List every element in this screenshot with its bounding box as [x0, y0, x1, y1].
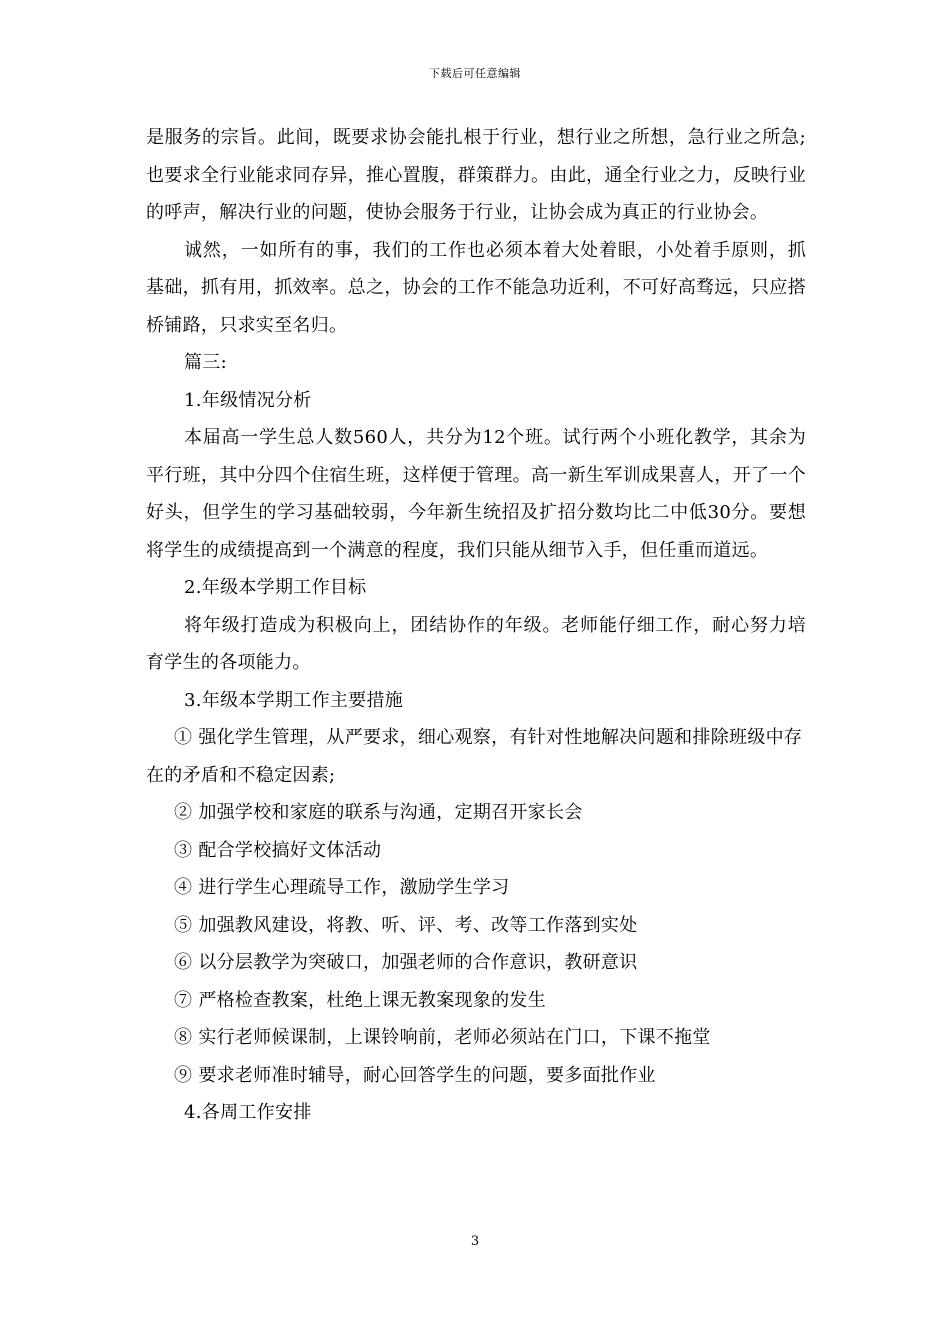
heading-grade-analysis: 1.年级情况分析: [184, 389, 312, 411]
heading-semester-goals: 2.年级本学期工作目标: [184, 577, 367, 598]
heading-main-measures: 3.年级本学期工作主要措施: [184, 689, 404, 711]
paragraph-work-principles: 诚然，一如所有的事，我们的工作也必须本着大处着眼，小处着手原则，抓基础，抓有用，抓效率。总之，协会的工作不能急功近利，不可好高骛远，只应搭桥铺路，只求实至名归。: [146, 239, 806, 336]
measure-item: ① 强化学生管理，从严要求，细心观察，有针对性地解决问题和排除班级中存在的矛盾和不稳定因素;: [146, 727, 803, 786]
page-header-note: 下载后可任意编辑: [429, 67, 521, 80]
measure-item: ③ 配合学校搞好文体活动: [174, 839, 382, 861]
measure-item: ⑧ 实行老师候课制，上课铃响前，老师必须站在门口，下课不拖堂: [174, 1027, 711, 1048]
page-number: 3: [470, 1234, 480, 1249]
paragraph-service-purpose: 是服务的宗旨。此间，既要求协会能扎根于行业，想行业之所想，急行业之所急;也要求全行业能求同存异，推心置腹，群策群力。由此，通全行业之力，反映行业的呼声，解决行业的问题，使协会服务于行业，让协会成为真正的行业协会。: [146, 127, 806, 223]
measure-item: ⑨ 要求老师准时辅导，耐心回答学生的问题，要多面批作业: [174, 1064, 656, 1086]
document-body: [146, 119, 806, 1132]
measure-item: ② 加强学校和家庭的联系与沟通，定期召开家长会: [174, 802, 583, 823]
paragraph-grade-analysis: 本届高一学生总人数560人，共分为12个班。试行两个小班化教学，其余为平行班，其中分四个住宿生班，这样便于管理。高一新生军训成果喜人，开了一个好头，但学生的学习基础较弱，今年新生统招及扩招分数均比二中低30分。要想将学生的成绩提高到一个满意的程度，我们只能从细节入手，但任重而道远。: [146, 427, 806, 561]
measure-item: ⑥ 以分层教学为突破口，加强老师的合作意识，教研意识: [174, 952, 638, 973]
section-title: 篇三:: [184, 352, 227, 373]
measure-item: ⑦ 严格检查教案，杜绝上课无教案现象的发生: [174, 989, 547, 1011]
measure-item: ④ 进行学生心理疏导工作，激励学生学习: [174, 877, 510, 898]
heading-weekly-schedule: 4.各周工作安排: [184, 1102, 312, 1123]
measure-item: ⑤ 加强教风建设，将教、听、评、考、改等工作落到实处: [174, 914, 638, 936]
paragraph-semester-goals: 将年级打造成为积极向上，团结协作的年级。老师能仔细工作，耐心努力培育学生的各项能力。: [146, 614, 806, 673]
